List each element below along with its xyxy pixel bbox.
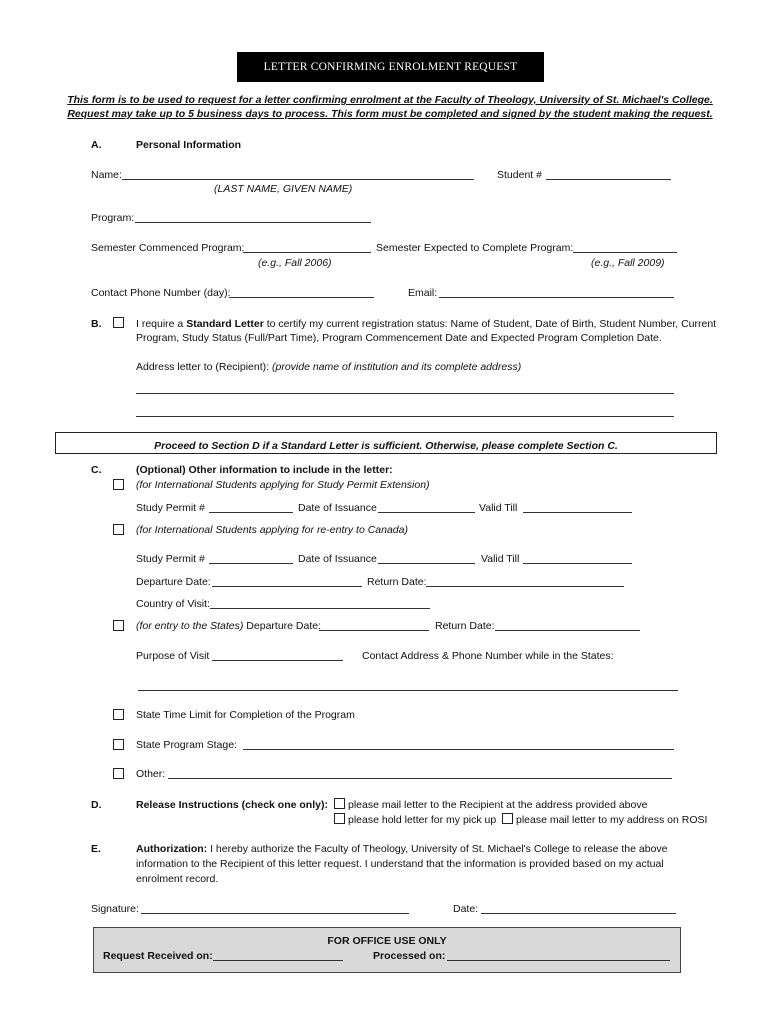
address-line-2[interactable] — [136, 416, 674, 417]
program-field[interactable] — [135, 222, 371, 223]
section-a-letter: A. — [91, 139, 102, 151]
standard-letter-bold: Standard Letter — [186, 318, 264, 330]
program-stage-field[interactable] — [243, 749, 674, 750]
intl-reentry-label: (for International Students applying for re-entry to Canada) — [136, 524, 408, 536]
states-entry-checkbox[interactable] — [113, 620, 124, 631]
standard-letter-pre: I require a — [136, 318, 187, 330]
standard-letter-checkbox[interactable] — [113, 317, 124, 328]
states-departure-label: Departure Date: — [243, 620, 322, 632]
date-label: Date: — [453, 903, 479, 915]
program-stage-checkbox[interactable] — [113, 739, 124, 750]
states-entry-italic: (for entry to the States) — [136, 620, 244, 632]
email-field[interactable] — [439, 297, 674, 298]
section-a-heading: Personal Information — [136, 139, 242, 151]
contact-states-label: Contact Address & Phone Number while in the States: — [362, 650, 614, 662]
semester-expected-field[interactable] — [573, 252, 677, 253]
office-use-heading: FOR OFFICE USE ONLY — [327, 935, 447, 947]
intl-extension-checkbox[interactable] — [113, 479, 124, 490]
processed-label: Processed on: — [373, 950, 446, 962]
other-label: Other: — [136, 768, 166, 780]
valid-till-label: Valid Till — [479, 502, 518, 514]
standard-letter-text-2: Program, Study Status (Full/Part Time), Program Commencement Date and Expected Program Completion Date. — [136, 332, 662, 344]
phone-label: Contact Phone Number (day): — [91, 287, 231, 299]
name-hint: (LAST NAME, GIVEN NAME) — [214, 183, 353, 195]
mail-recipient-label: please mail letter to the Recipient at the address provided above — [348, 799, 648, 811]
section-d-letter: D. — [91, 799, 102, 811]
standard-letter-text — [136, 318, 716, 330]
section-b-letter: B. — [91, 318, 102, 330]
date-issuance-field[interactable] — [378, 512, 475, 513]
study-permit-label-2: Study Permit # — [136, 553, 205, 565]
semester-expected-hint: (e.g., Fall 2009) — [591, 257, 665, 269]
hold-pickup-label: please hold letter for my pick up — [348, 814, 497, 826]
date-field[interactable] — [481, 913, 676, 914]
name-field[interactable] — [122, 179, 474, 180]
contact-states-field[interactable] — [138, 690, 678, 691]
mail-rosi-checkbox[interactable] — [502, 813, 513, 824]
intl-reentry-checkbox[interactable] — [113, 524, 124, 535]
purpose-field[interactable] — [212, 660, 343, 661]
signature-label: Signature: — [91, 903, 139, 915]
semester-commenced-field[interactable] — [243, 252, 371, 253]
name-label: Name: — [91, 169, 122, 181]
authorization-line-1 — [136, 843, 668, 855]
authorization-line-3: enrolment record. — [136, 873, 219, 885]
date-issuance-field-2[interactable] — [378, 563, 475, 564]
states-return-field[interactable] — [495, 630, 640, 631]
mail-rosi-label: please mail letter to my address on ROSI — [516, 814, 708, 826]
country-field[interactable] — [210, 608, 430, 609]
time-limit-label: State Time Limit for Completion of the Program — [136, 709, 355, 721]
authorization-heading: Authorization: — [136, 843, 208, 855]
program-label: Program: — [91, 212, 135, 224]
return-label: Return Date: — [367, 576, 427, 588]
proceed-note: Proceed to Section D if a Standard Letter is sufficient. Otherwise, please complete Section C. — [55, 432, 717, 454]
standard-letter-post: to certify my current registration status: Name of Student, Date of Birth, Student Number, Current — [263, 318, 717, 330]
address-hint: (provide name of institution and its complete address) — [271, 361, 522, 373]
semester-commenced-hint: (e.g., Fall 2006) — [258, 257, 332, 269]
study-permit-field[interactable] — [209, 512, 293, 513]
date-issuance-label-2: Date of Issuance — [298, 553, 377, 565]
states-entry-label — [136, 620, 321, 632]
states-return-label: Return Date: — [435, 620, 495, 632]
states-departure-field[interactable] — [319, 630, 429, 631]
departure-field[interactable] — [212, 586, 362, 587]
section-c-heading: (Optional) Other information to include in the letter: — [136, 464, 393, 476]
intro-line-2: Request may take up to 5 business days to process. This form must be completed and signed by the student making the request. — [67, 108, 713, 120]
other-field[interactable] — [168, 778, 672, 779]
phone-field[interactable] — [229, 297, 374, 298]
signature-field[interactable] — [141, 913, 409, 914]
section-d-heading: Release Instructions (check one only): — [136, 799, 328, 811]
valid-till-label-2: Valid Till — [481, 553, 520, 565]
authorization-text-1: I hereby authorize the Faculty of Theology, University of St. Michael's College to release the above — [207, 843, 668, 855]
email-label: Email: — [408, 287, 438, 299]
program-stage-label: State Program Stage: — [136, 739, 237, 751]
address-label-text: Address letter to (Recipient): — [136, 361, 270, 373]
section-e-letter: E. — [91, 843, 101, 855]
purpose-label: Purpose of Visit — [136, 650, 210, 662]
intro-line-1: This form is to be used to request for a letter confirming enrolment at the Faculty of Theology, University of St. Michael's College. — [67, 94, 713, 106]
valid-till-field-2[interactable] — [523, 563, 632, 564]
section-c-letter: C. — [91, 464, 102, 476]
country-label: Country of Visit: — [136, 598, 210, 610]
semester-expected-label: Semester Expected to Complete Program: — [376, 242, 574, 254]
intl-extension-label: (for International Students applying for Study Permit Extension) — [136, 479, 430, 491]
authorization-line-2: information to the Recipient of this letter request. I understand that the information is provided based on my actual — [136, 858, 664, 870]
student-number-label: Student # — [497, 169, 542, 181]
address-line-1[interactable] — [136, 393, 674, 394]
request-received-label: Request Received on: — [103, 950, 213, 962]
student-number-field[interactable] — [546, 179, 671, 180]
time-limit-checkbox[interactable] — [113, 709, 124, 720]
other-checkbox[interactable] — [113, 768, 124, 779]
return-field[interactable] — [426, 586, 624, 587]
request-received-field[interactable] — [213, 960, 343, 961]
date-issuance-label: Date of Issuance — [298, 502, 377, 514]
processed-field[interactable] — [447, 960, 670, 961]
mail-recipient-checkbox[interactable] — [334, 798, 345, 809]
study-permit-label: Study Permit # — [136, 502, 205, 514]
address-label — [136, 361, 521, 373]
departure-label: Departure Date: — [136, 576, 211, 588]
study-permit-field-2[interactable] — [209, 563, 293, 564]
form-title: LETTER CONFIRMING ENROLMENT REQUEST — [237, 52, 544, 82]
valid-till-field[interactable] — [523, 512, 632, 513]
semester-commenced-label: Semester Commenced Program: — [91, 242, 245, 254]
hold-pickup-checkbox[interactable] — [334, 813, 345, 824]
